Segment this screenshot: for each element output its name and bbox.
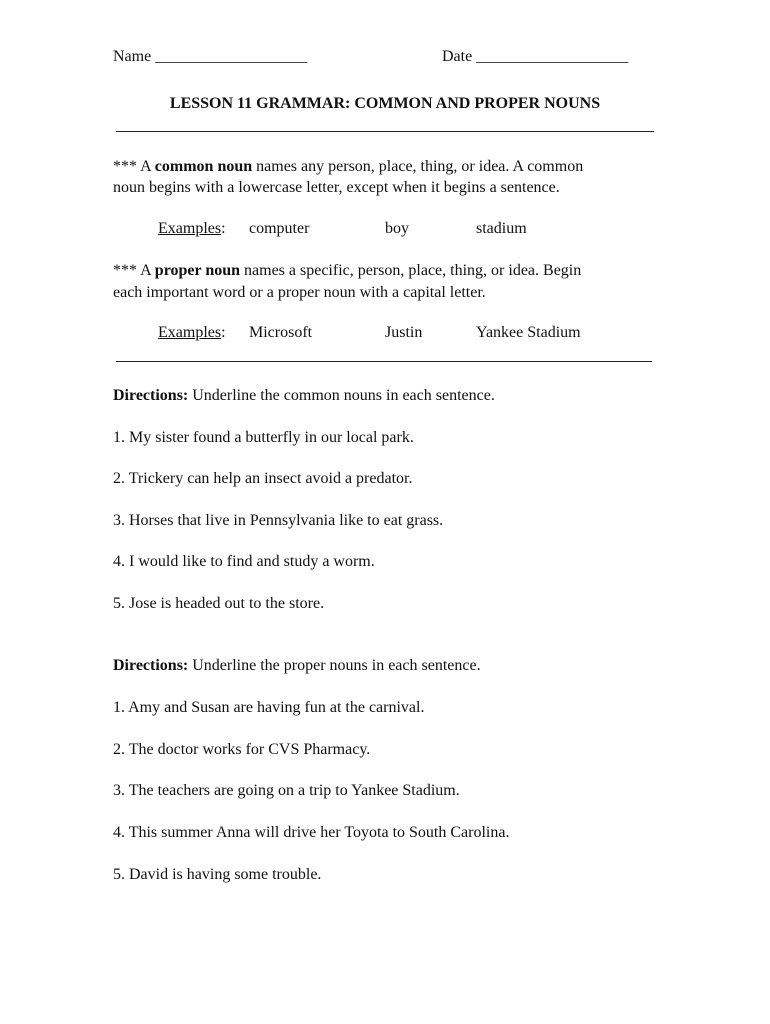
- common-example-item: computer: [249, 220, 310, 237]
- common-noun-definition-line1: *** A common noun names any person, place, thing, or idea. A common: [113, 158, 584, 175]
- date-field-label: Date ___________________: [442, 48, 629, 65]
- divider-middle: [116, 361, 652, 362]
- proper-noun-term: proper noun: [154, 262, 241, 279]
- sentence-item: 4. I would like to find and study a worm.: [113, 553, 375, 570]
- sentence-item: 2. Trickery can help an insect avoid a predator.: [113, 470, 413, 487]
- section1-directions: Directions: Underline the common nouns in each sentence.: [113, 387, 495, 404]
- sentence-item: 2. The doctor works for CVS Pharmacy.: [113, 741, 371, 758]
- common-noun-definition-line2: noun begins with a lowercase letter, except when it begins a sentence.: [113, 179, 560, 196]
- proper-noun-definition-line1: *** A proper noun names a specific, person, place, thing, or idea. Begin: [113, 262, 582, 279]
- common-noun-term: common noun: [154, 158, 253, 175]
- sentence-item: 4. This summer Anna will drive her Toyota to South Carolina.: [113, 824, 510, 841]
- section2-directions: Directions: Underline the proper nouns in each sentence.: [113, 657, 481, 674]
- sentence-item: 3. The teachers are going on a trip to Yankee Stadium.: [113, 782, 460, 799]
- common-examples-label: Examples:: [158, 220, 226, 237]
- stars-marker: ***: [113, 262, 137, 279]
- proper-noun-definition-line2: each important word or a proper noun with a capital letter.: [113, 284, 486, 301]
- page-title: LESSON 11 GRAMMAR: COMMON AND PROPER NOUNS: [169, 95, 601, 112]
- name-field-label: Name ___________________: [113, 48, 308, 65]
- proper-example-item: Microsoft: [249, 324, 313, 341]
- sentence-item: 3. Horses that live in Pennsylvania like to eat grass.: [113, 512, 444, 529]
- common-example-item: boy: [385, 220, 409, 237]
- proper-examples-label: Examples:: [158, 324, 226, 341]
- sentence-item: 1. Amy and Susan are having fun at the carnival.: [113, 699, 425, 716]
- proper-example-item: Yankee Stadium: [476, 324, 581, 341]
- divider-top: [116, 131, 654, 132]
- sentence-item: 5. Jose is headed out to the store.: [113, 595, 325, 612]
- sentence-item: 5. David is having some trouble.: [113, 866, 322, 883]
- proper-example-item: Justin: [385, 324, 423, 341]
- stars-marker: ***: [113, 158, 137, 175]
- common-example-item: stadium: [476, 220, 527, 237]
- sentence-item: 1. My sister found a butterfly in our local park.: [113, 429, 414, 446]
